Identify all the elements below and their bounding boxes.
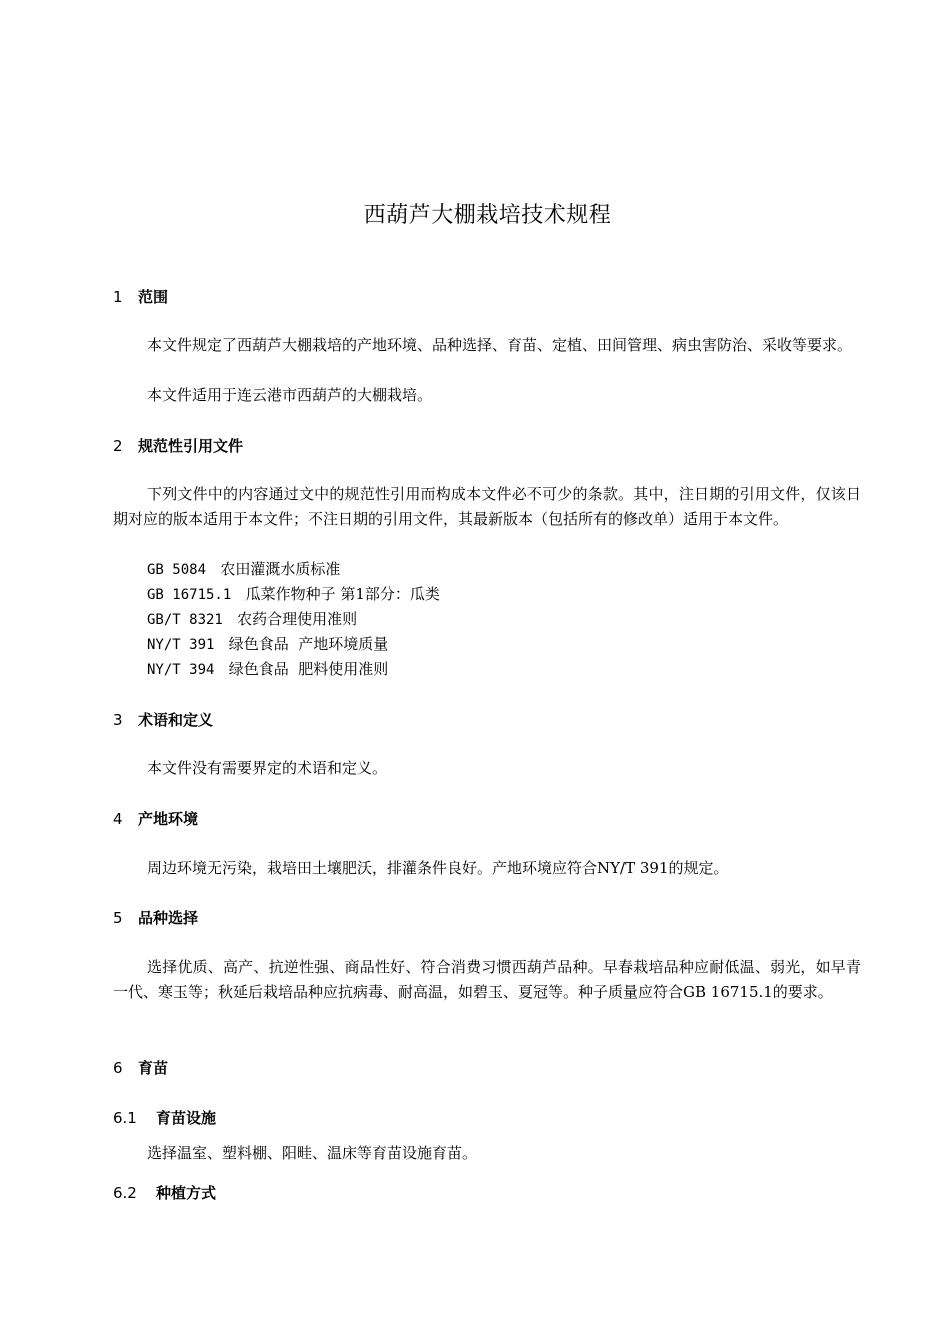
section-number: 2: [113, 437, 123, 455]
section-number: 6.2: [113, 1184, 137, 1202]
section-title: 范围: [138, 288, 169, 306]
reference-name: 绿色食品 产地环境质量: [228, 635, 389, 653]
reference-item: [147, 557, 340, 583]
section-heading-5: [113, 907, 198, 928]
section-title: 育苗: [138, 1059, 169, 1077]
subsection-heading-6-2: [113, 1182, 216, 1203]
reference-code: NY/T 394: [147, 662, 215, 678]
reference-name: 农药合理使用准则: [237, 610, 358, 628]
section-number: 5: [113, 909, 123, 927]
paragraph: 选择优质、高产、抗逆性强、商品性好、符合消费习惯西葫芦品种。早春栽培品种应耐低温、弱光，如早青一代、寒玉等；秋延后栽培品种应抗病毒、耐高温，如碧玉、夏冠等。种子质量应符合GB 16715.1的要求。: [113, 958, 861, 1001]
section-heading-4: [113, 808, 198, 829]
section-number: 3: [113, 711, 123, 729]
section-number: 1: [113, 288, 123, 306]
section-title: 育苗设施: [156, 1109, 217, 1127]
section-number: 6.1: [113, 1109, 137, 1127]
reference-name: 瓜菜作物种子 第1部分：瓜类: [245, 585, 440, 603]
reference-item: [147, 582, 440, 608]
section-title: 规范性引用文件: [138, 437, 244, 455]
document-title: 西葫芦大棚栽培技术规程: [363, 203, 612, 228]
section-heading-2: [113, 435, 243, 456]
section-number: 6: [113, 1059, 123, 1077]
reference-code: NY/T 391: [147, 637, 215, 653]
reference-name: 绿色食品 肥料使用准则: [228, 660, 389, 678]
paragraph: 本文件规定了西葫芦大棚栽培的产地环境、品种选择、育苗、定植、田间管理、病虫害防治、采收等要求。: [147, 336, 853, 354]
reference-code: GB/T 8321: [147, 612, 223, 628]
section-title: 品种选择: [138, 909, 199, 927]
reference-code: GB 5084: [147, 562, 207, 578]
paragraph: 周边环境无污染，栽培田土壤肥沃，排灌条件良好。产地环境应符合NY/T 391的规定。: [147, 859, 729, 877]
reference-name: 农田灌溉水质标准: [220, 560, 341, 578]
reference-item: [147, 607, 357, 633]
section-title: 种植方式: [156, 1184, 217, 1202]
paragraph: 本文件没有需要界定的术语和定义。: [147, 759, 388, 777]
paragraph: 选择温室、塑料棚、阳畦、温床等育苗设施育苗。: [147, 1144, 478, 1162]
reference-item: [147, 632, 388, 658]
section-heading-3: [113, 709, 213, 730]
reference-code: GB 16715.1: [147, 587, 232, 603]
subsection-heading-6-1: [113, 1107, 216, 1128]
section-heading-1: [113, 286, 168, 307]
section-title: 术语和定义: [138, 711, 214, 729]
paragraph: 本文件适用于连云港市西葫芦的大棚栽培。: [147, 386, 433, 404]
paragraph: 下列文件中的内容通过文中的规范性引用而构成本文件必不可少的条款。其中，注日期的引用文件，仅该日期对应的版本适用于本文件；不注日期的引用文件，其最新版本（包括所有的修改单）适用于本文件。: [113, 485, 861, 528]
section-number: 4: [113, 810, 123, 828]
reference-item: [147, 657, 388, 683]
section-heading-6: [113, 1057, 168, 1078]
section-title: 产地环境: [138, 810, 199, 828]
